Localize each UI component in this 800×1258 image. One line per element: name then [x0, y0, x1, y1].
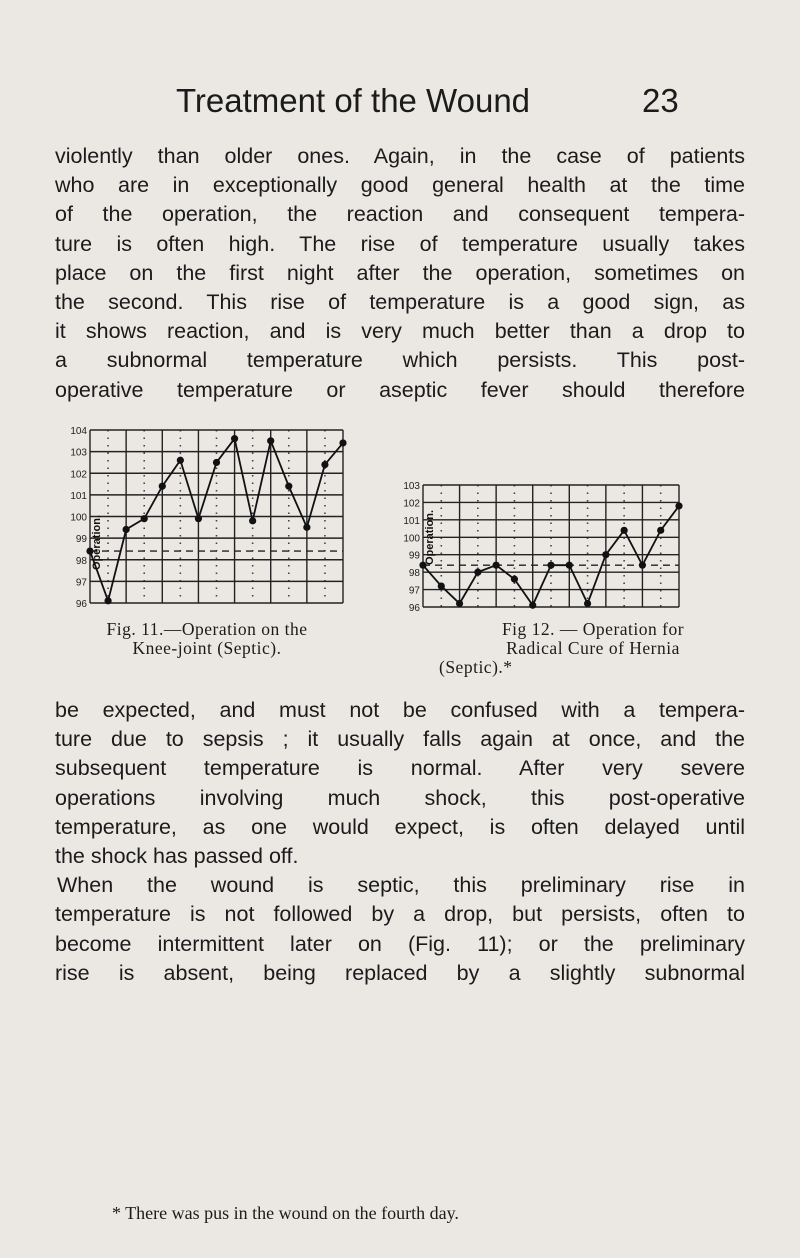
text-line: it shows reaction, and is very much better than a drop to [55, 319, 745, 344]
data-point [321, 461, 328, 468]
data-point [621, 527, 628, 534]
y-tick-label: 98 [75, 555, 87, 567]
data-point [159, 483, 166, 490]
data-point [602, 551, 609, 558]
y-tick-label: 103 [70, 447, 87, 459]
temperature-chart-fig12 [395, 475, 685, 614]
operation-annotation: Operation. [90, 514, 103, 570]
data-point [675, 502, 682, 509]
data-point [177, 457, 184, 464]
running-header [0, 82, 800, 132]
data-point [657, 527, 664, 534]
y-tick-label: 97 [75, 577, 87, 589]
caption-line: Fig. 11.—Operation on the [106, 619, 308, 639]
y-tick-label: 102 [70, 469, 87, 481]
data-point [639, 562, 646, 569]
data-point [438, 582, 445, 589]
y-tick-label: 99 [75, 534, 87, 546]
figure-caption-fig12 [433, 620, 753, 677]
data-point [267, 437, 274, 444]
text-line: be expected, and must not be confused with a tempera- [55, 698, 745, 722]
paragraph-bottom [55, 696, 745, 988]
y-tick-label: 102 [403, 498, 420, 510]
data-point [529, 602, 536, 609]
text-line: operations involving much shock, this post-operative [55, 785, 745, 810]
text-line: temperature, as one would expect, is often delayed until [55, 814, 745, 839]
y-tick-label: 100 [70, 512, 87, 524]
text-line: When the wound is septic, this preliminary rise in [57, 873, 745, 898]
text-line: a subnormal temperature which persists. This post- [55, 348, 745, 373]
text-line: who are in exceptionally good general health at the time [55, 173, 745, 198]
y-tick-label: 100 [403, 533, 420, 545]
text-line: the shock has passed off. [55, 844, 299, 869]
y-tick-label: 101 [70, 490, 87, 502]
data-point [566, 562, 573, 569]
text-line: temperature is not followed by a drop, but persists, often to [55, 902, 745, 927]
caption-line: Fig 12. — Operation for [501, 619, 685, 639]
data-point [249, 517, 256, 524]
y-tick-label: 104 [70, 426, 87, 437]
data-point [493, 562, 500, 569]
text-line: ture due to sepsis ; it usually falls again at once, and the [55, 727, 745, 752]
figure-caption-fig11 [62, 620, 352, 658]
y-tick-label: 101 [403, 515, 420, 527]
text-line: the second. This rise of temperature is a good sign, as [55, 290, 745, 315]
operation-annotation: Operation. [424, 509, 437, 565]
page-number: 23 [642, 82, 679, 119]
data-point [474, 569, 481, 576]
paragraph-top [55, 142, 745, 405]
y-tick-label: 99 [408, 550, 420, 562]
y-tick-label: 97 [408, 585, 420, 597]
text-line: become intermittent later on (Fig. 11); or the preliminary [55, 931, 745, 956]
caption-line: Knee-joint (Septic). [132, 638, 282, 658]
text-line: of the operation, the reaction and consequent tempera- [55, 202, 745, 227]
data-point [231, 435, 238, 442]
data-point [303, 524, 310, 531]
caption-line: (Septic).* [439, 657, 513, 677]
text-line: subsequent temperature is normal. After very severe [55, 756, 745, 781]
text-line: violently than older ones. Again, in the case of patients [55, 144, 745, 168]
data-point [511, 576, 518, 583]
y-tick-label: 96 [408, 603, 420, 614]
text-line: place on the first night after the operation, sometimes on [55, 260, 745, 285]
text-line: operative temperature or aseptic fever should therefore [55, 377, 745, 402]
data-point [123, 526, 130, 533]
data-point [285, 483, 292, 490]
data-point [339, 439, 346, 446]
y-tick-label: 103 [403, 481, 420, 492]
y-tick-label: 96 [75, 599, 87, 610]
data-point [584, 600, 591, 607]
temperature-chart-fig11 [60, 425, 350, 610]
caption-line: Radical Cure of Hernia [506, 638, 680, 658]
data-point [195, 515, 202, 522]
y-tick-label: 98 [408, 568, 420, 580]
footnote: * There was pus in the wound on the fourth day. [112, 1203, 459, 1223]
data-point [213, 459, 220, 466]
data-point [547, 562, 554, 569]
text-line: rise is absent, being replaced by a slightly subnormal [55, 960, 745, 985]
text-line: ture is often high. The rise of temperature usually takes [55, 231, 745, 256]
chapter-title: Treatment of the Wound [176, 82, 531, 119]
data-point [141, 515, 148, 522]
data-point [104, 597, 111, 604]
data-point [456, 600, 463, 607]
